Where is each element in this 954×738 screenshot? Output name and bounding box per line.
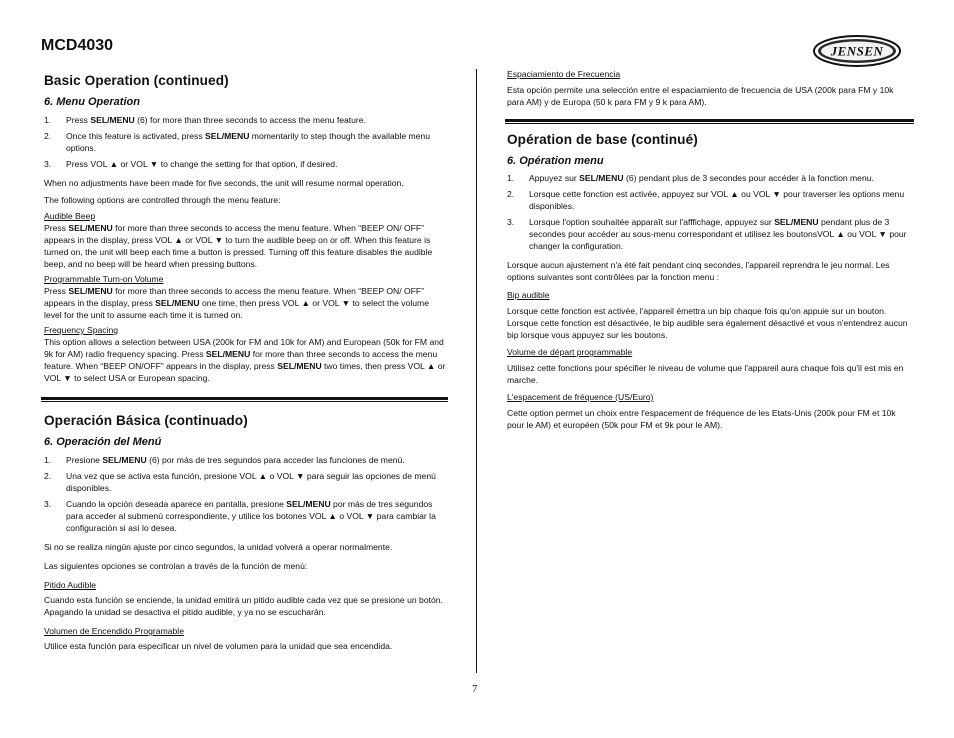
spanish-section <box>44 415 446 652</box>
fr-step-2: 2. Lorsque cette fonction est activée, appuyez sur VOL ▲ ou VOL ▼ pour traverser les options menu disponibles. <box>507 189 905 211</box>
fr-title: Opération de base (continué) <box>507 132 698 147</box>
en-volume-text: Press SEL/MENU for more than three seconds to access the menu feature. When “BEEP ON/ OFF” appears in the display, press SEL/MENU one time, then press VOL ▲ or VOL ▼ to select the volume level for the unit to assume each time it is turned on. <box>44 286 429 320</box>
en-step-2: 2. Once this feature is activated, press SEL/MENU momentarily to step though the available menu options. <box>44 131 430 153</box>
fr-paragraph-1: Lorsque aucun ajustement n'a été fait pendant cinq secondes, l'appareil reprendra le jeu normal. Les options suivantes sont contrôlées par la fonction menu : <box>507 260 890 282</box>
fr-subtitle: 6. Opération menu <box>507 155 604 167</box>
en-beep-title: Audible Beep <box>44 211 96 221</box>
fr-beep-text: Lorsque cette fonction est activée, l'appareil émettra un bip chaque fois qu'on appuie sur un bouton. Lorsque cette fonction est désactivée, le bip audible sera également désactivé et vous n'entendrez aucun bip lorsque vous appuyez sur les boutons. <box>507 306 908 340</box>
en-step-3: 3. Press VOL ▲ or VOL ▼ to change the setting for that option, if desired. <box>44 159 338 169</box>
en-paragraph-2: The following options are controlled through the menu feature: <box>44 195 281 205</box>
en-beep-text: Press SEL/MENU for more than three seconds to access the menu feature. When “BEEP ON/ OFF” appears in the display, press VOL ▲ or VOL ▼ to turn the audible beep on or off. When this feature is turned on, the unit will beep each time a button is pressed. Turning off this feature disables the audible beep, and no beep will be heard when pressing buttons. <box>44 223 433 269</box>
fr-step-1: 1. Appuyez sur SEL/MENU (6) pendant plus de 3 secondes pour accéder à la fonction menu. <box>507 173 874 183</box>
fr-beep-title: Bip audible <box>507 290 550 300</box>
es-beep-text: Cuando esta función se enciende, la unidad emitirá un pitido audible cada vez que se presione un botón. Apagando la unidad se desactiva el pitido audible, y ya no se escucharán. <box>44 595 443 617</box>
column-divider <box>476 69 477 673</box>
fr-step-3: 3. Lorsque l'option souhaitée apparaît sur l'afffichage, appuyez sur SEL/MENU pendant plus de 3 secondes pour accéder au sous-menu correspondant et utilisez les boutonsVOL ▲ ou VOL ▼ pour changer la configuration. <box>507 217 907 251</box>
fr-volume-title: Volume de départ programmable <box>507 347 633 357</box>
es-step-3: 3. Cuando la opción deseada aparece en pantalla, presione SEL/MENU por más de tres segundos para acceder al submenú correspondiente, y utilice los botones VOL ▲ o VOL ▼ para cambiar la configuración si así lo desea. <box>44 499 436 533</box>
english-section <box>44 75 446 384</box>
jensen-logo <box>812 34 902 68</box>
es-step-2: 2. Una vez que se activa esta función, presione VOL ▲ o VOL ▼ para seguir las opciones de menú disponibles. <box>44 471 436 493</box>
en-volume-title: Programmable Turn-on Volume <box>44 274 164 284</box>
en-frequency-title: Frequency Spacing <box>44 325 119 335</box>
section-divider-left <box>41 397 448 400</box>
es-frequency-text: Esta opción permite una selección entre el espaciamiento de frecuencia de USA (200k para FM y 10k para AM) y de Europa (50 k para FM y 9 k para AM). <box>507 85 894 107</box>
es-volume-text: Utilice esta función para especificar un nivel de volumen para la unidad que sea encendida. <box>44 641 393 651</box>
model-number: MCD4030 <box>41 37 114 54</box>
fr-frequency-text: Cette option permet un choix entre l'espacement de fréquence de les Etats-Unis (200k pour FM et 10k pour le AM) et européen (50k pour FM et 9k pour le AM). <box>507 408 896 430</box>
es-step-1: 1. Presione SEL/MENU (6) por más de tres segundos para acceder las funciones de menú. <box>44 455 405 465</box>
page-number: 7 <box>472 683 478 695</box>
fr-volume-text: Utilisez cette fonctions pour spécifier le niveau de volume que l'appareil aura chaque fois qu'il est mis en marche. <box>507 363 904 385</box>
logo-text: JENSEN <box>830 43 884 59</box>
en-title: Basic Operation (continued) <box>44 73 229 88</box>
es-paragraph-1: Si no se realiza ningún ajuste por cinco segundos, la unidad volverá a operar normalmente. <box>44 542 393 552</box>
es-paragraph-2: Las siguientes opciones se controlan a través de la función de menú: <box>44 561 308 571</box>
en-frequency-text: This option allows a selection between USA (200k for FM and 10k for AM) and European (50k for FM and 9k for AM) radio frequency spacing. Press SEL/MENU for more than three seconds to access the menu feature. When “BEEP ON/OFF” appears in the display, press SEL/MENU two times, then press VOL ▲ or VOL ▼ to select USA or European spacing. <box>44 337 446 383</box>
es-frequency-title: Espaciamiento de Frecuencia <box>507 69 621 79</box>
fr-frequency-title: L'espacement de fréquence (US/Euro) <box>507 392 654 402</box>
french-section <box>507 134 909 431</box>
es-beep-title: Pitido Audible <box>44 580 97 590</box>
es-subtitle: 6. Operación del Menú <box>44 436 162 448</box>
es-title: Operación Básica (continuado) <box>44 413 248 428</box>
es-volume-title: Volumen de Encendido Programable <box>44 626 184 636</box>
spanish-continued-section <box>507 68 909 108</box>
en-step-1: 1. Press SEL/MENU (6) for more than three seconds to access the menu feature. <box>44 115 366 125</box>
section-divider-right <box>505 119 914 122</box>
en-subtitle: 6. Menu Operation <box>44 96 140 108</box>
en-paragraph-1: When no adjustments have been made for five seconds, the unit will resume normal operation. <box>44 178 404 188</box>
